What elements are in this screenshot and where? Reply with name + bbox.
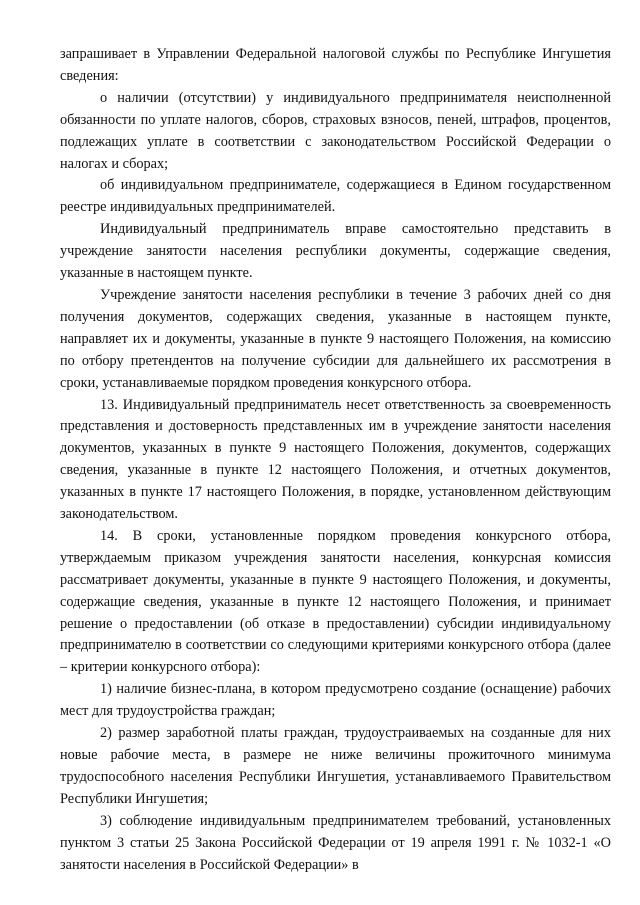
paragraph-item-14: 14. В сроки, установленные порядком проведения конкурсного отбора, утверждаемым приказом учреждения занятости населения, конкурсная комиссия рассматривает документы, указанные в пункте 9 настоящего Положения, и документы, содержащие сведения, указанные в пункте 12 настоящего Положения, и принимает решение о предоставлении (об отказе в предоставлении) субсидии индивидуальному предпринимателю в соответствии со следующими критериями конкурсного отбора (далее – критерии конкурсного отбора): (60, 527, 611, 676)
paragraph-item-13: 13. Индивидуальный предприниматель несет ответственность за своевременность представления и достоверность представленных им в учреждение занятости населения документов, указанных в пункте 9 настоящего Положения, документов, содержащих сведения, указанные в пункте 12 настоящего Положения, и отчетных документов, указанных в пункте 17 настоящего Положения, в порядке, установленном действующим законодательством. (60, 396, 611, 523)
paragraph-self-submit: Индивидуальный предприниматель вправе самостоятельно представить в учреждение занятости населения республики документы, содержащие сведения, указанные в настоящем пункте. (60, 221, 611, 282)
paragraph-criterion-3: 3) соблюдение индивидуальным предпринимателем требований, установленных пунктом 3 статьи 25 Закона Российской Федерации от 19 апреля 1991 г. № 1032-1 «О занятости населения в Российской Федерации» в (60, 812, 611, 873)
paragraph-intro: запрашивает в Управлении Федеральной налоговой службы по Республике Ингушетия сведения: (60, 46, 611, 84)
paragraph-criterion-1: 1) наличие бизнес-плана, в котором предусмотрено создание (оснащение) рабочих мест для трудоустройства граждан; (60, 681, 611, 720)
document-page (60, 44, 611, 876)
paragraph-criterion-2: 2) размер заработной платы граждан, трудоустраиваемых на созданные для них новые рабочие места, в размере не ниже величины прожиточного минимума трудоспособного населения Республики Ингушетия, устанавливаемого Правительством Республики Ингушетия; (60, 725, 611, 807)
paragraph-tax-arrears: о наличии (отсутствии) у индивидуального предпринимателя неисполненной обязанности по уплате налогов, сборов, страховых взносов, пеней, штрафов, процентов, подлежащих уплате в соответствии с законодательством Российской Федерации о налогах и сборах; (60, 89, 611, 172)
paragraph-egrip: об индивидуальном предпринимателе, содержащиеся в Едином государственном реестре индивидуальных предпринимателей. (60, 177, 611, 216)
paragraph-employment-service: Учреждение занятости населения республики в течение 3 рабочих дней со дня получения документов, содержащих сведения, указанные в настоящем пункте, направляет их и документы, указанные в пункте 9 настоящего Положения, на комиссию по отбору претендентов на получение субсидии для дальнейшего их рассмотрения в сроки, устанавливаемые порядком проведения конкурсного отбора. (60, 286, 611, 391)
